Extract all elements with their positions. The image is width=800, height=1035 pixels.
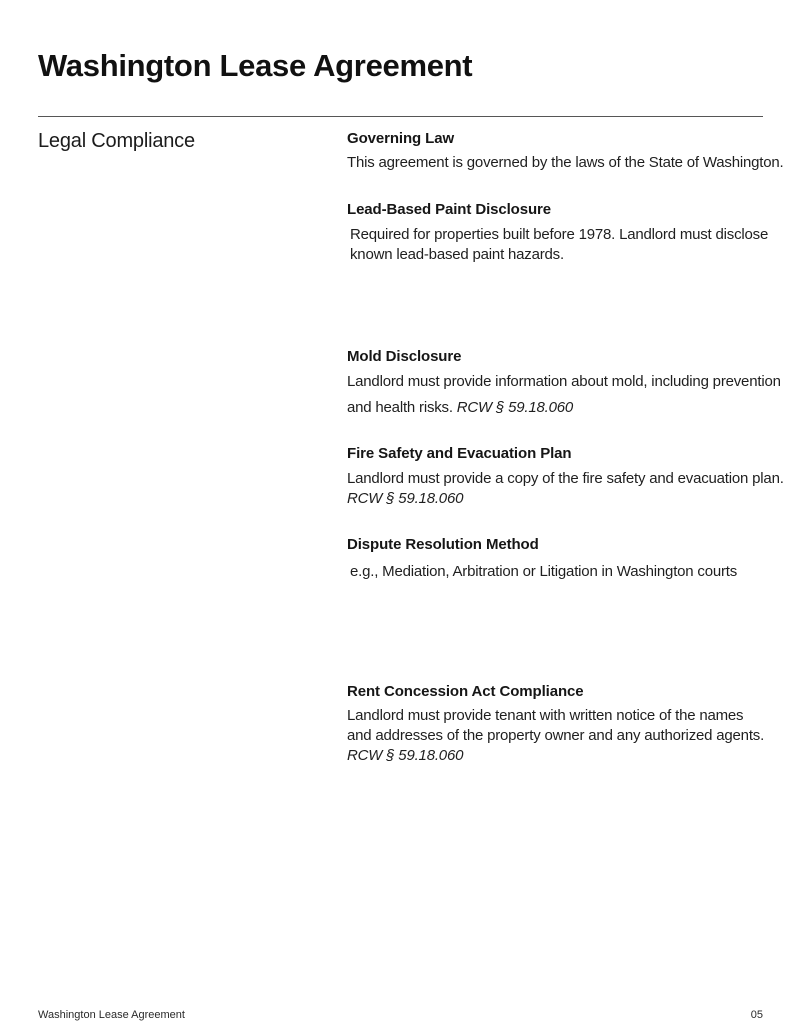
subsection-heading: Dispute Resolution Method bbox=[347, 536, 539, 553]
body-text: and addresses of the property owner and any authorized agents. bbox=[347, 727, 765, 744]
subsection-heading: Mold Disclosure bbox=[347, 348, 462, 365]
subsection-body bbox=[347, 225, 777, 265]
body-line bbox=[350, 245, 777, 265]
page-title: Washington Lease Agreement bbox=[38, 47, 473, 83]
subsection-heading: Fire Safety and Evacuation Plan bbox=[347, 445, 572, 462]
body-text: Landlord must provide a copy of the fire safety and evacuation plan. bbox=[347, 470, 784, 487]
body-line bbox=[350, 225, 777, 245]
body-line bbox=[347, 706, 777, 726]
body-line bbox=[347, 489, 777, 509]
body-line bbox=[347, 153, 784, 173]
statute-citation: RCW § 59.18.060 bbox=[347, 747, 464, 764]
section-divider bbox=[38, 116, 763, 117]
body-text: and health risks. bbox=[347, 399, 457, 416]
body-text: Required for properties built before 1978. Landlord must disclose bbox=[350, 226, 769, 243]
body-line bbox=[347, 469, 784, 489]
section-mold-disclosure bbox=[347, 347, 781, 421]
subsection-body bbox=[347, 153, 784, 173]
body-line bbox=[350, 562, 777, 582]
body-text: known lead-based paint hazards. bbox=[350, 246, 564, 263]
footer-page-number: 05 bbox=[750, 1009, 763, 1021]
body-text: Landlord must provide tenant with written notice of the names bbox=[347, 707, 744, 724]
footer-document-title: Washington Lease Agreement bbox=[38, 1009, 185, 1021]
body-text: e.g., Mediation, Arbitration or Litigation in Washington courts bbox=[350, 563, 738, 580]
section-label: Legal Compliance bbox=[38, 130, 195, 152]
body-line bbox=[347, 395, 777, 421]
statute-citation: RCW § 59.18.060 bbox=[347, 490, 464, 507]
section-lead-based-paint-disclosure bbox=[347, 200, 777, 265]
section-rent-concession-act-compliance bbox=[347, 682, 777, 766]
section-dispute-resolution-method bbox=[347, 535, 777, 582]
body-line bbox=[347, 369, 781, 395]
subsection-heading: Governing Law bbox=[347, 130, 455, 147]
body-text: This agreement is governed by the laws of the State of Washington. bbox=[347, 154, 784, 171]
subsection-body bbox=[347, 469, 784, 509]
section-governing-law bbox=[347, 129, 784, 173]
page-footer bbox=[38, 1008, 763, 1022]
subsection-heading: Rent Concession Act Compliance bbox=[347, 683, 584, 700]
body-line bbox=[347, 746, 777, 766]
subsection-body bbox=[347, 562, 777, 582]
subsection-body bbox=[347, 706, 777, 766]
subsection-heading: Lead-Based Paint Disclosure bbox=[347, 201, 552, 218]
body-text: Landlord must provide information about mold, including prevention bbox=[347, 373, 781, 390]
subsection-body bbox=[347, 369, 781, 421]
statute-citation: RCW § 59.18.060 bbox=[456, 399, 574, 416]
body-line bbox=[347, 726, 777, 746]
section-fire-safety-and-evacuation-plan bbox=[347, 444, 784, 509]
